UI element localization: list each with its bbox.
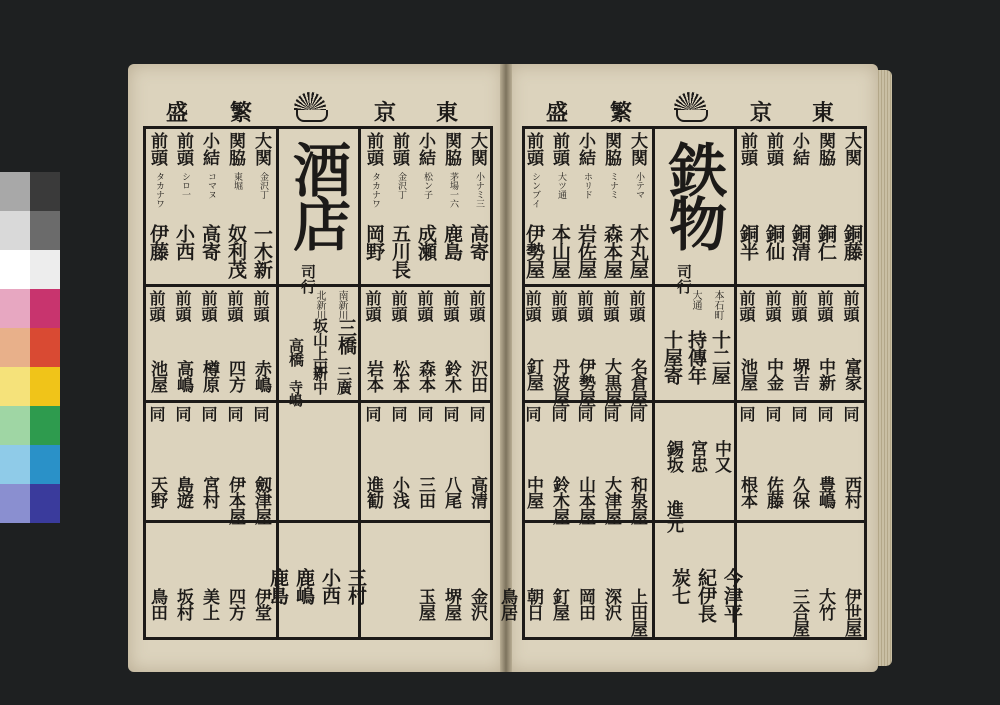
- right-low-right-name: 豊嶋: [815, 476, 835, 508]
- left-mid-right-name: 岩本: [363, 360, 383, 392]
- right-low-name: 大津屋: [601, 476, 621, 524]
- right-low-rank: 同: [549, 406, 568, 422]
- left-top-right-area: 松ン子: [422, 172, 432, 199]
- left-top-name: 小西: [173, 224, 195, 260]
- left-top-area: 東堀: [232, 172, 242, 190]
- left-low-rank: 同: [225, 406, 244, 422]
- right-center-area: 大通: [690, 290, 701, 310]
- right-center-lower: 中又: [711, 440, 731, 472]
- swatch-column: [0, 172, 30, 523]
- left-top-right-area: 茅場一六: [448, 172, 458, 208]
- right-bottom-name: 上田屋: [627, 588, 647, 636]
- right-mid-name: 釘屋: [523, 358, 543, 390]
- right-bottom-right-name: 三合屋: [789, 588, 809, 636]
- left-low-rank: 同: [173, 406, 192, 422]
- center-box-edge: [358, 128, 361, 638]
- right-top-right-rank: 大関: [841, 132, 861, 166]
- left-center-name: 三橋: [335, 318, 357, 354]
- left-top-right-name: 高寄: [467, 224, 489, 260]
- right-low-rank: 同: [601, 406, 620, 422]
- left-header-char-4: 東: [436, 100, 459, 126]
- right-mid-right-rank: 前頭: [841, 290, 860, 322]
- divider: [143, 520, 493, 523]
- color-swatch: [30, 367, 60, 406]
- page-edge-mark: [872, 500, 890, 560]
- left-mid-right-name: 鈴木: [441, 360, 461, 392]
- right-top-right-name: 銅清: [789, 224, 811, 260]
- left-top-area: 金沢丁: [258, 172, 268, 199]
- right-top-name: 木丸屋: [627, 224, 649, 278]
- right-mid-name: 大黒屋: [601, 358, 621, 406]
- right-center-lower: 進元: [663, 500, 683, 532]
- right-mid-right-rank: 前頭: [815, 290, 834, 322]
- left-low-name: 島遊: [173, 476, 193, 508]
- right-top-right-rank: 前頭: [737, 132, 757, 166]
- right-mid-name: 名倉屋: [627, 358, 647, 406]
- left-center-name: 寺嶋: [287, 380, 303, 406]
- right-mid-rank: 前頭: [627, 290, 646, 322]
- left-top-right-rank: 関脇: [441, 132, 461, 166]
- left-top-rank: 小結: [199, 132, 219, 166]
- left-mid-right-rank: 前頭: [363, 290, 382, 322]
- right-low-right-rank: 同: [841, 406, 860, 422]
- right-mid-rank: 前頭: [575, 290, 594, 322]
- left-mid-right-rank: 前頭: [415, 290, 434, 322]
- left-low-right-rank: 同: [363, 406, 382, 422]
- left-top-name: 伊藤: [147, 224, 169, 260]
- right-top-right-name: 銅藤: [841, 224, 863, 260]
- divider: [143, 284, 493, 287]
- color-swatch: [30, 406, 60, 445]
- left-top-right-area: タカナワ: [370, 172, 380, 208]
- right-center-area: 本石町: [712, 290, 723, 320]
- color-swatch: [0, 445, 30, 484]
- right-top-area: シンブイ: [530, 172, 540, 208]
- right-bottom-name: 鳥居: [497, 588, 517, 620]
- right-low-right-rank: 同: [815, 406, 834, 422]
- right-top-area: ミナミ: [608, 172, 618, 199]
- left-top-rank: 前頭: [147, 132, 167, 166]
- right-top-area: 大ツ通: [556, 172, 566, 199]
- left-mid-right-name: 沢田: [467, 360, 487, 392]
- left-header-char-1: 盛: [166, 100, 189, 126]
- left-center-name: 三廣: [335, 366, 353, 394]
- left-mid-rank: 前頭: [225, 290, 244, 322]
- left-top-right-rank: 小結: [415, 132, 435, 166]
- left-top-right-name: 鹿島: [441, 224, 463, 260]
- right-low-name: 中屋: [523, 476, 543, 508]
- left-top-right-rank: 大関: [467, 132, 487, 166]
- right-category-title: 鉄物: [659, 140, 727, 248]
- right-header-char-4: 東: [812, 100, 835, 126]
- color-swatch: [0, 406, 30, 445]
- right-mid-right-name: 富家: [841, 358, 861, 390]
- right-low-right-name: 久保: [789, 476, 809, 508]
- left-mid-rank: 前頭: [173, 290, 192, 322]
- color-swatch: [30, 250, 60, 289]
- right-top-name: 伊勢屋: [523, 224, 545, 278]
- right-mid-name: 丹波屋: [549, 358, 569, 406]
- right-center-name: 十二屋: [709, 330, 731, 384]
- color-swatch: [30, 172, 60, 211]
- right-low-rank: 同: [575, 406, 594, 422]
- left-top-right-name: 岡野: [363, 224, 385, 260]
- left-top-right-area: 金沢丁: [396, 172, 406, 199]
- right-low-right-rank: 同: [789, 406, 808, 422]
- color-swatch: [0, 172, 30, 211]
- left-mid-rank: 前頭: [251, 290, 270, 322]
- color-swatch: [0, 328, 30, 367]
- left-top-rank: 関脇: [225, 132, 245, 166]
- right-mid-right-rank: 前頭: [789, 290, 808, 322]
- left-mid-right-name: 松本: [389, 360, 409, 392]
- color-swatch: [30, 445, 60, 484]
- center-box-edge: [652, 128, 655, 638]
- right-top-right-rank: 小結: [789, 132, 809, 166]
- right-center-lower: 宮忠: [687, 440, 707, 472]
- color-swatch: [0, 367, 30, 406]
- right-low-name: 和泉屋: [627, 476, 647, 524]
- color-swatch: [0, 484, 30, 523]
- left-center-label: 司行: [299, 264, 317, 294]
- right-mid-right-rank: 前頭: [737, 290, 756, 322]
- right-mid-right-name: 堺吉: [789, 358, 809, 390]
- left-top-right-name: 五川長: [389, 224, 411, 278]
- left-header-char-2: 繁: [230, 100, 253, 126]
- right-bottom-name: 岡田: [575, 588, 595, 620]
- left-mid-rank: 前頭: [147, 290, 166, 322]
- right-bottom-center-name: 炭七: [669, 568, 691, 604]
- left-low-right-name: 八尾: [441, 476, 461, 508]
- right-top-name: 岩佐屋: [575, 224, 597, 278]
- left-bottom-name: 美上: [199, 588, 219, 620]
- left-center-name: 新中: [311, 366, 329, 394]
- right-low-right-rank: 同: [763, 406, 782, 422]
- left-low-rank: 同: [199, 406, 218, 422]
- left-mid-rank: 前頭: [199, 290, 218, 322]
- right-bottom-center-name: 紀伊長: [695, 568, 717, 622]
- left-low-right-name: 三田: [415, 476, 435, 508]
- left-category-title: 酒店: [283, 140, 351, 248]
- left-top-area: コマヌ: [206, 172, 216, 199]
- left-top-name: 奴利茂: [225, 224, 247, 278]
- left-low-right-name: 小浅: [389, 476, 409, 508]
- left-top-right-name: 成瀬: [415, 224, 437, 260]
- color-swatch: [30, 211, 60, 250]
- left-mid-name: 高嶋: [173, 360, 193, 392]
- left-low-right-rank: 同: [415, 406, 434, 422]
- right-center-name: 十屋寄: [661, 330, 683, 384]
- left-top-name: 高寄: [199, 224, 221, 260]
- right-center-lower: 錫坂: [663, 440, 683, 472]
- right-mid-rank: 前頭: [601, 290, 620, 322]
- right-top-right-rank: 前頭: [763, 132, 783, 166]
- right-top-name: 本山屋: [549, 224, 571, 278]
- right-low-right-name: 西村: [841, 476, 861, 508]
- left-low-right-rank: 同: [467, 406, 486, 422]
- left-mid-name: 池屋: [147, 360, 167, 392]
- right-bottom-name: 釘屋: [549, 588, 569, 620]
- right-mid-right-name: 池屋: [737, 358, 757, 390]
- right-mid-right-name: 中金: [763, 358, 783, 390]
- left-bottom-name: 四方: [225, 588, 245, 620]
- right-header-char-2: 繁: [610, 100, 633, 126]
- right-low-right-name: 佐藤: [763, 476, 783, 508]
- right-mid-name: 伊勢屋: [575, 358, 595, 406]
- right-mid-rank: 前頭: [523, 290, 542, 322]
- left-top-rank: 大関: [251, 132, 271, 166]
- left-mid-name: 四方: [225, 360, 245, 392]
- right-top-right-name: 銅半: [737, 224, 759, 260]
- left-top-right-rank: 前頭: [389, 132, 409, 166]
- right-top-area: 小テマ: [634, 172, 644, 199]
- right-low-right-rank: 同: [737, 406, 756, 422]
- left-mid-right-name: 森本: [415, 360, 435, 392]
- right-top-right-name: 銅仙: [763, 224, 785, 260]
- left-center-area: 南新川: [336, 290, 347, 320]
- left-low-name: 宮村: [199, 476, 219, 508]
- swatch-column: [30, 172, 60, 523]
- left-bottom-center-name: 三村: [345, 568, 367, 604]
- right-low-rank: 同: [523, 406, 542, 422]
- right-mid-rank: 前頭: [549, 290, 568, 322]
- left-bottom-right-name: 玉屋: [415, 588, 435, 620]
- left-header-char-3: 京: [374, 100, 397, 126]
- divider: [522, 284, 867, 287]
- left-mid-right-rank: 前頭: [441, 290, 460, 322]
- right-top-right-rank: 関脇: [815, 132, 835, 166]
- left-mid-name: 赤嶋: [251, 360, 271, 392]
- left-top-name: 一木新: [251, 224, 273, 278]
- right-header-char-3: 京: [750, 100, 773, 126]
- right-bottom-name: 朝日: [523, 588, 543, 620]
- right-top-rank: 関脇: [601, 132, 621, 166]
- left-mid-right-rank: 前頭: [467, 290, 486, 322]
- crest-icon: [672, 90, 708, 124]
- left-low-right-name: 高清: [467, 476, 487, 508]
- left-top-right-rank: 前頭: [363, 132, 383, 166]
- right-top-rank: 前頭: [549, 132, 569, 166]
- left-bottom-name: 坂村: [173, 588, 193, 620]
- left-mid-right-rank: 前頭: [389, 290, 408, 322]
- left-low-right-name: 進勧: [363, 476, 383, 508]
- right-low-name: 鈴木屋: [549, 476, 569, 524]
- right-low-right-name: 根本: [737, 476, 757, 508]
- left-low-name: 劔津屋: [251, 476, 271, 524]
- right-bottom-right-name: 伊世屋: [841, 588, 861, 636]
- left-top-rank: 前頭: [173, 132, 193, 166]
- left-top-right-area: 小ナミ三: [474, 172, 484, 208]
- right-header-char-1: 盛: [546, 100, 569, 126]
- divider: [143, 400, 493, 403]
- left-bottom-right-name: 金沢: [467, 588, 487, 620]
- right-top-area: ホリド: [582, 172, 592, 199]
- page-edges: [876, 70, 892, 666]
- right-center-name: 持傳年: [685, 330, 707, 384]
- left-bottom-center-name: 鹿島: [267, 568, 289, 604]
- right-bottom-right-name: 大竹: [815, 588, 835, 620]
- color-swatch: [0, 211, 30, 250]
- left-bottom-right-name: 堺屋: [441, 588, 461, 620]
- right-bottom-center-name: 今津平: [721, 568, 743, 622]
- left-low-right-rank: 同: [441, 406, 460, 422]
- color-swatch: [30, 328, 60, 367]
- right-top-rank: 大関: [627, 132, 647, 166]
- center-box-edge: [276, 128, 279, 638]
- color-swatch: [30, 289, 60, 328]
- left-low-name: 天野: [147, 476, 167, 508]
- divider: [522, 520, 867, 523]
- left-mid-name: 樽原: [199, 360, 219, 392]
- left-low-right-rank: 同: [389, 406, 408, 422]
- left-center-name: 坂山上田: [311, 318, 329, 374]
- left-low-rank: 同: [251, 406, 270, 422]
- right-top-right-name: 銅仁: [815, 224, 837, 260]
- divider: [522, 400, 867, 403]
- right-center-label: 司行: [675, 264, 693, 294]
- right-low-rank: 同: [627, 406, 646, 422]
- left-top-area: タカナワ: [154, 172, 164, 208]
- right-mid-right-rank: 前頭: [763, 290, 782, 322]
- right-low-name: 山本屋: [575, 476, 595, 524]
- right-bottom-name: 深沢: [601, 588, 621, 620]
- crest-icon: [292, 90, 328, 124]
- left-top-area: シロ一: [180, 172, 190, 199]
- left-low-name: 伊本屋: [225, 476, 245, 524]
- left-bottom-center-name: 小西: [319, 568, 341, 604]
- left-bottom-name: 伊堂: [251, 588, 271, 620]
- left-bottom-center-name: 鹿嶋: [293, 568, 315, 604]
- color-swatch: [0, 250, 30, 289]
- right-top-name: 森本屋: [601, 224, 623, 278]
- page-edge-mark: [132, 500, 150, 560]
- left-low-rank: 同: [147, 406, 166, 422]
- left-center-name: 高橋: [287, 338, 305, 366]
- right-top-rank: 前頭: [523, 132, 543, 166]
- right-mid-right-name: 中新: [815, 358, 835, 390]
- book-gutter: [500, 64, 512, 672]
- color-swatch: [30, 484, 60, 523]
- right-top-rank: 小結: [575, 132, 595, 166]
- left-center-area: 北新川: [314, 290, 325, 320]
- color-swatch: [0, 289, 30, 328]
- left-bottom-name: 鳥田: [147, 588, 167, 620]
